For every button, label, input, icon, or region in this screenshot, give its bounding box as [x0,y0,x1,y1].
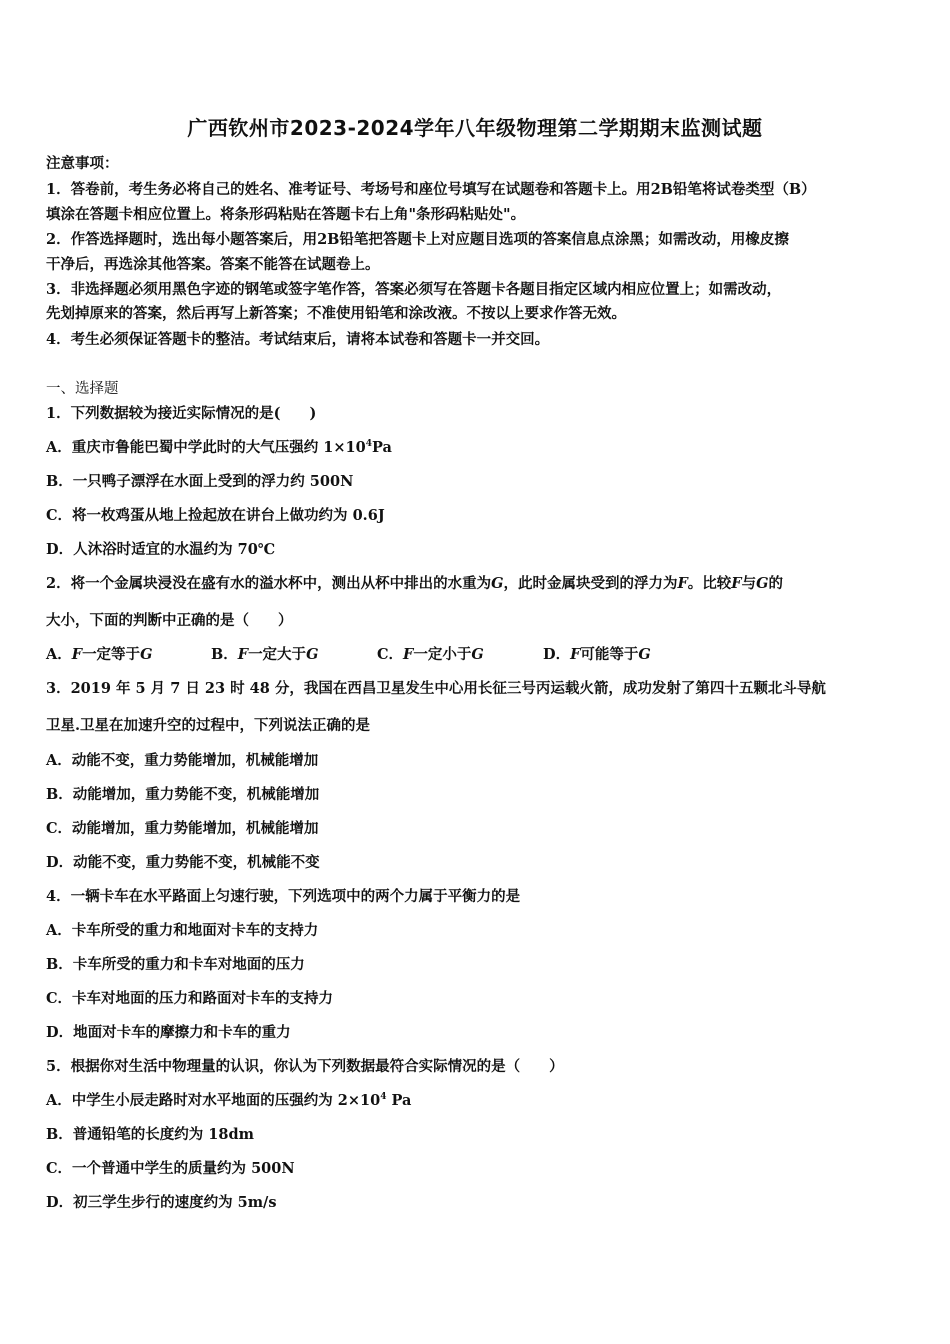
question-5-option-a: A．中学生小辰走路时对水平地面的压强约为 $2\times 10^4$ Pa [46,1092,412,1109]
question-3-stem-line2: 卫星.卫星在加速升空的过程中，下列说法正确的是 [46,717,371,734]
question-2-option-b: B．F一定大于G [211,646,319,663]
question-4-option-b: B．卡车所受的重力和卡车对地面的压力 [46,956,305,973]
question-4-option-a: A．卡车所受的重力和地面对卡车的支持力 [46,922,319,939]
question-5-stem: 5．根据你对生活中物理量的认识，你认为下列数据最符合实际情况的是（ ） [46,1058,564,1075]
question-4-stem: 4．一辆卡车在水平路面上匀速行驶，下列选项中的两个力属于平衡力的是 [46,888,521,905]
question-3-option-a: A．动能不变，重力势能增加，机械能增加 [46,752,319,769]
page-title: 广西钦州市2023-2024学年八年级物理第二学期期末监测试题 [187,116,763,140]
question-4-option-c: C．卡车对地面的压力和路面对卡车的支持力 [46,990,334,1007]
question-3-option-b: B．动能增加，重力势能不变，机械能增加 [46,786,320,803]
question-2-option-a: A．F一定等于G [46,646,153,663]
question-3-stem: 3．2019 年 5 月 7 日 23 时 48 分，我国在西昌卫星发生中心用长征三号丙运载火箭，成功发射了第四十五颗北斗导航 [46,680,826,697]
notice-line: 2．作答选择题时，选出每小题答案后，用2B铅笔把答题卡上对应题目选项的答案信息点涂黑；如需改动，用橡皮擦 [46,231,789,248]
question-5-option-b: B．普通铅笔的长度约为 18dm [46,1126,254,1143]
notice-line: 干净后，再选涂其他答案。答案不能答在试题卷上。 [46,256,380,273]
question-2-stem-line2: 大小，下面的判断中正确的是（ ） [46,612,293,629]
notice-line: 4．考生必须保证答题卡的整洁。考试结束后，请将本试卷和答题卡一并交回。 [46,331,550,348]
notice-line: 3．非选择题必须用黑色字迹的钢笔或签字笔作答，答案必须写在答题卡各题目指定区域内相应位置上；如需改动， [46,281,782,298]
notice-heading: 注意事项： [46,155,119,172]
question-3-option-c: C．动能增加，重力势能增加，机械能增加 [46,820,319,837]
question-1-option-c: C．将一枚鸡蛋从地上捡起放在讲台上做功约为 0.6J [46,507,385,524]
section-heading: 一、选择题 [46,381,119,397]
question-2-options [46,643,651,664]
question-1-option-a: A．重庆市鲁能巴蜀中学此时的大气压强约 $1\times 10^4Pa$ [46,439,392,456]
question-2-option-c: C．F一定小于G [377,646,484,663]
notice-line: 先划掉原来的答案，然后再写上新答案；不准使用铅笔和涂改液。不按以上要求作答无效。 [46,305,626,322]
notice-line: 填涂在答题卡相应位置上。将条形码粘贴在答题卡右上角"条形码粘贴处"。 [46,206,526,223]
question-5-option-c: C．一个普通中学生的质量约为 500N [46,1160,295,1177]
question-1-option-b: B．一只鸭子漂浮在水面上受到的浮力约 500N [46,473,354,490]
question-4-option-d: D．地面对卡车的摩擦力和卡车的重力 [46,1024,291,1041]
question-2-option-d: D．F可能等于G [543,646,651,663]
question-1-option-d: D．人沐浴时适宜的水温约为 70℃ [46,541,276,558]
question-2-stem: 2．将一个金属块浸没在盛有水的溢水杯中，测出从杯中排出的水重为G，此时金属块受到的浮力为F。比较F与G的 [46,575,783,592]
question-3-option-d: D．动能不变，重力势能不变，机械能不变 [46,854,320,871]
question-1-stem: 1．下列数据较为接近实际情况的是( ) [46,405,317,422]
notice-line: 1．答卷前，考生务必将自己的姓名、准考证号、考场号和座位号填写在试题卷和答题卡上。用2B铅笔将试卷类型（B） [46,181,816,198]
question-5-option-d: D．初三学生步行的速度约为 5m/s [46,1194,277,1211]
